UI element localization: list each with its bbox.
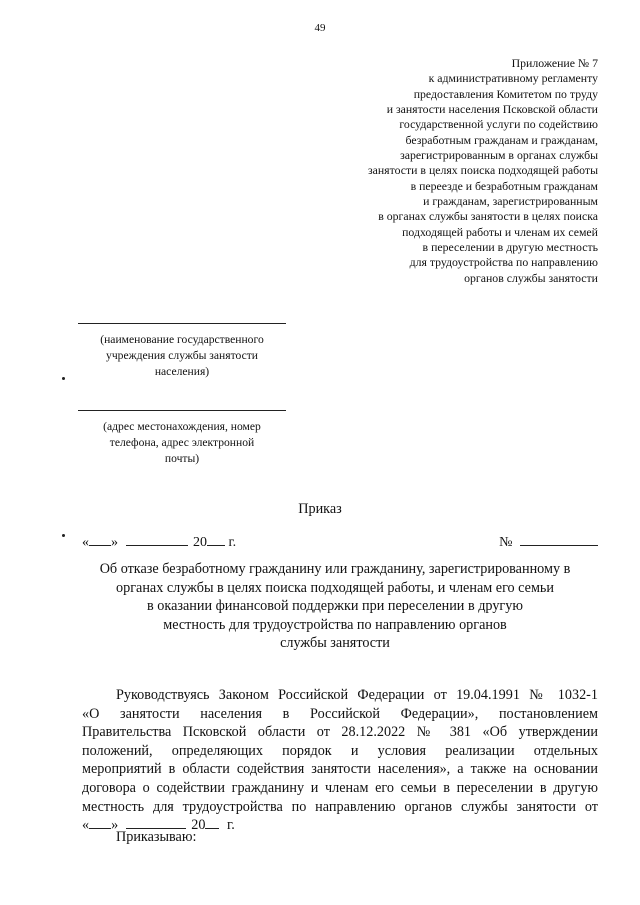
appendix-line: в органах службы занятости в целях поиска: [378, 209, 598, 224]
order-date-line: [82, 534, 236, 551]
scan-speck: [62, 377, 65, 380]
order-directive: Приказываю:: [116, 829, 197, 845]
subject-line: органах службы в целях поиска подходящей работы, и членам его семьи: [116, 579, 554, 596]
year-blank[interactable]: [207, 534, 225, 546]
body-line: мероприятий в области содействия занятости населения», а также на основании: [82, 761, 598, 778]
appendix-line: и занятости населения Псковской области: [386, 102, 598, 117]
caption-line: населения): [154, 365, 210, 378]
number-sign: №: [499, 535, 513, 550]
appendix-line: Приложение № 7: [511, 56, 598, 70]
appendix-line: в переселении в другую местность: [422, 240, 598, 255]
year-blank[interactable]: [205, 817, 219, 829]
year-suffix: г.: [228, 535, 237, 550]
caption-line: почты): [164, 452, 200, 465]
address-blank[interactable]: [78, 410, 286, 411]
month-blank[interactable]: [126, 534, 188, 546]
subject-line: службы занятости: [280, 635, 390, 652]
year-prefix: 20: [191, 817, 206, 834]
day-blank[interactable]: [89, 534, 111, 546]
institution-name-blank[interactable]: [78, 323, 286, 324]
scan-speck: [62, 534, 65, 537]
appendix-header: [298, 56, 598, 286]
order-number-blank[interactable]: [520, 534, 598, 546]
order-body: [82, 686, 598, 835]
body-line: Правительства Псковской области от 28.12.2022 № 381 «Об утверждении: [82, 724, 598, 741]
body-line: «О занятости населения в Российской Федерации», постановлением: [82, 705, 598, 722]
body-line: Руководствуясь Законом Российской Федерации от 19.04.1991 № 1032-1: [116, 687, 598, 703]
body-line: договора о содействии гражданину и членам его семьи в переселении в другую: [82, 779, 598, 796]
institution-name-caption: [78, 332, 286, 380]
subject-line: местность для трудоустройства по направлению органов: [163, 616, 507, 633]
subject-line: Об отказе безработному гражданину или гражданину, зарегистрированному в: [99, 561, 571, 577]
appendix-line: безработным гражданам и гражданам,: [405, 132, 598, 147]
appendix-line: занятости в целях поиска подходящей работы: [367, 163, 598, 178]
quote-open: «: [82, 535, 89, 550]
address-block: [78, 410, 286, 467]
quote-open: «: [82, 817, 90, 834]
quote-close: »: [111, 535, 118, 550]
appendix-line: и гражданам, зарегистрированным: [423, 194, 598, 209]
month-blank[interactable]: [126, 817, 186, 829]
appendix-line: подходящей работы и членам их семей: [402, 224, 598, 239]
caption-line: телефона, адрес электронной: [109, 436, 255, 449]
year-suffix: г.: [227, 817, 235, 834]
page-number: 49: [314, 22, 326, 34]
day-blank[interactable]: [89, 817, 111, 829]
appendix-line: для трудоустройства по направлению: [409, 255, 598, 270]
appendix-line: органов службы занятости: [464, 270, 598, 285]
appendix-line: к административному регламенту: [428, 71, 598, 86]
appendix-line: предоставления Комитетом по труду: [413, 86, 598, 101]
appendix-line: государственной услуги по содействию: [399, 117, 598, 132]
institution-name-block: [78, 323, 286, 380]
appendix-line: в переезде и безработным гражданам: [410, 178, 598, 193]
quote-close: »: [111, 817, 119, 834]
caption-line: (наименование государственного: [100, 333, 264, 346]
subject-line: в оказании финансовой поддержки при переселении в другую: [147, 598, 523, 615]
appendix-line: зарегистрированным в органах службы: [400, 148, 598, 163]
order-number-line: [499, 534, 598, 551]
year-prefix: 20: [193, 535, 207, 550]
order-title: Приказ: [298, 501, 342, 517]
caption-line: учреждения службы занятости: [106, 349, 258, 362]
body-line: местность для трудоустройства по направлению органов службы занятости от: [82, 798, 598, 815]
body-line: положений, определяющих порядок и условия реализации отдельных: [82, 742, 598, 759]
order-subject: [70, 560, 600, 653]
caption-line: (адрес местонахождения, номер: [103, 420, 261, 433]
address-caption: [78, 419, 286, 467]
